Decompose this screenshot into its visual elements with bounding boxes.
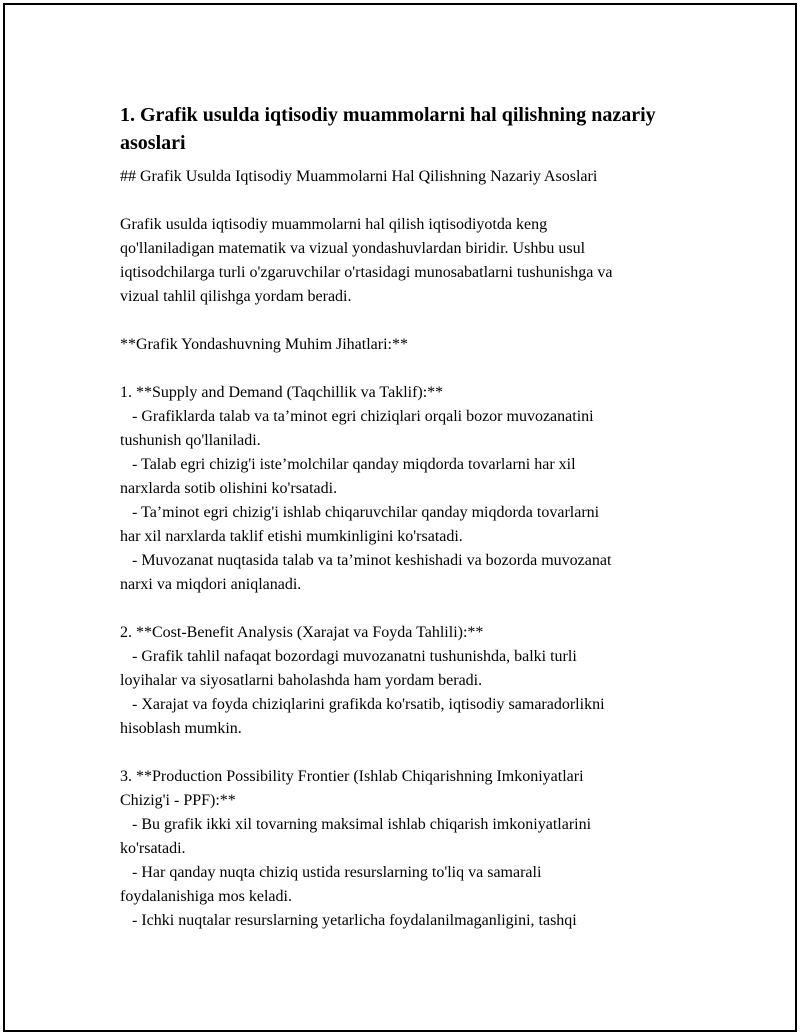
body-line: hisoblash mumkin. (120, 720, 242, 737)
blank-line (120, 189, 700, 213)
blank-line (120, 597, 700, 621)
blank-line (120, 741, 700, 765)
body-line: qo'llaniladigan matematik va vizual yondashuvlardan biridir. Ushbu usul (120, 240, 586, 257)
heading-line: 1. Grafik usulda iqtisodiy muammolarni hal qilishning nazariy (120, 104, 656, 126)
body-line: - Xarajat va foyda chiziqlarini grafikda ko'rsatib, iqtisodiy samaradorlikni (120, 696, 605, 713)
body-line: ## Grafik Usulda Iqtisodiy Muammolarni Hal Qilishning Nazariy Asoslari (120, 168, 598, 185)
body-line: 2. **Cost-Benefit Analysis (Xarajat va Foyda Tahlili):** (120, 624, 484, 641)
document-heading (120, 101, 700, 157)
body-line: har xil narxlarda taklif etishi mumkinligini ko'rsatadi. (120, 528, 463, 545)
document-content (120, 101, 700, 933)
page-frame (3, 3, 797, 1032)
body-line: - Taʼminot egri chizig'i ishlab chiqaruvchilar qanday miqdorda tovarlarni (120, 504, 600, 521)
body-line: tushunish qo'llaniladi. (120, 432, 261, 449)
body-line: Grafik usulda iqtisodiy muammolarni hal qilish iqtisodiyotda keng (120, 216, 548, 233)
body-line: - Grafiklarda talab va taʼminot egri chiziqlari orqali bozor muvozanatini (120, 408, 594, 425)
body-line: - Har qanday nuqta chiziq ustida resurslarning to'liq va samarali (120, 864, 542, 881)
body-line: - Ichki nuqtalar resurslarning yetarlicha foydalanilmaganligini, tashqi (120, 912, 577, 929)
document-body (120, 165, 700, 933)
body-line: foydalanishiga mos keladi. (120, 888, 292, 905)
body-line: 3. **Production Possibility Frontier (Ishlab Chiqarishning Imkoniyatlari (120, 768, 584, 785)
body-line: **Grafik Yondashuvning Muhim Jihatlari:** (120, 336, 408, 353)
body-line: iqtisodchilarga turli o'zgaruvchilar o'rtasidagi munosabatlarni tushunishga va (120, 264, 613, 281)
body-line: - Bu grafik ikki xil tovarning maksimal ishlab chiqarish imkoniyatlarini (120, 816, 592, 833)
blank-line (120, 309, 700, 333)
body-line: - Talab egri chizig'i isteʼmolchilar qanday miqdorda tovarlarni har xil (120, 456, 576, 473)
body-line: Chizig'i - PPF):** (120, 792, 236, 809)
heading-line: asoslari (120, 132, 186, 154)
body-line: ko'rsatadi. (120, 840, 186, 857)
body-line: loyihalar va siyosatlarni baholashda ham yordam beradi. (120, 672, 483, 689)
body-line: vizual tahlil qilishga yordam beradi. (120, 288, 352, 305)
body-line: narxlarda sotib olishini ko'rsatadi. (120, 480, 338, 497)
blank-line (120, 357, 700, 381)
body-line: narxi va miqdori aniqlanadi. (120, 576, 302, 593)
body-line: - Grafik tahlil nafaqat bozordagi muvozanatni tushunishda, balki turli (120, 648, 577, 665)
body-line: 1. **Supply and Demand (Taqchillik va Taklif):** (120, 384, 444, 401)
body-line: - Muvozanat nuqtasida talab va taʼminot keshishadi va bozorda muvozanat (120, 552, 612, 569)
